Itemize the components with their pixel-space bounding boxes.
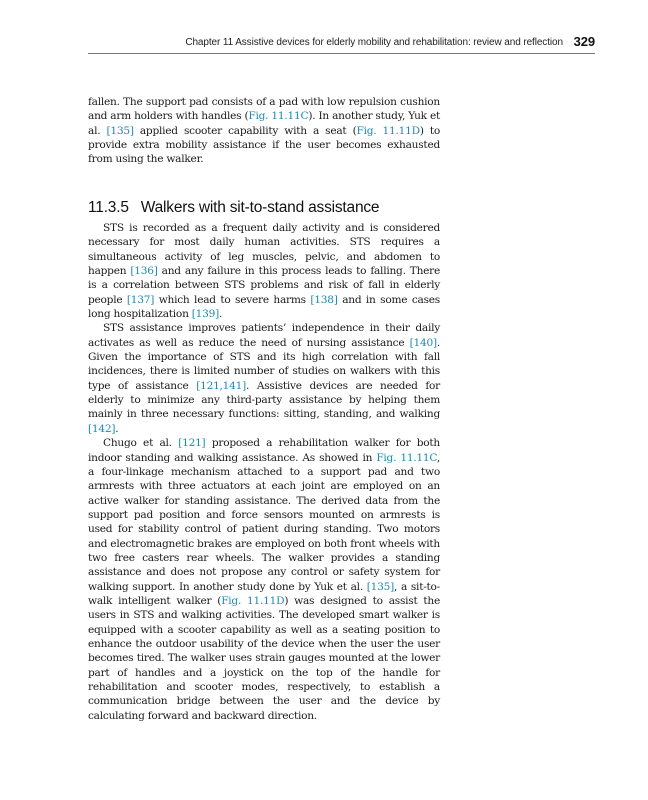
running-header — [88, 33, 595, 48]
reference-link[interactable]: [140] — [409, 336, 437, 349]
reference-link[interactable]: [135] — [106, 124, 134, 137]
chapter-title: Chapter 11 Assistive devices for elderly mobility and rehabilitation: review and reflection — [185, 37, 563, 48]
text-run: . Assistive devices are needed for elderly to minimize any third-party assistance by helping them mainly in three necessary functions: sitting, standing, and walking — [88, 379, 440, 421]
reference-link[interactable]: [121,141] — [196, 379, 247, 392]
text-run: ) to provide extra mobility assistance if the user becomes exhausted from using the walker. — [88, 124, 440, 166]
text-run: applied scooter capability with a seat ( — [133, 124, 357, 137]
text-run: and in some cases long hospitalization — [88, 293, 440, 321]
section-heading — [88, 199, 488, 217]
text-run: . — [115, 422, 119, 435]
section-title: Walkers with sit-to-stand assistance — [140, 199, 380, 216]
section-number: 11.3.5 — [88, 199, 129, 216]
reference-link[interactable]: Fig. 11.11C — [376, 451, 437, 464]
text-run: . Given the importance of STS and its high correlation with fall incidences, there is limited number of studies on walkers with this type of assistance — [88, 336, 440, 392]
body-paragraph — [88, 321, 440, 436]
reference-link[interactable]: [137] — [126, 293, 155, 306]
reference-link[interactable]: Fig. 11.11D — [356, 124, 420, 137]
reference-link[interactable]: Fig. 11.11C — [248, 110, 309, 123]
reference-link[interactable]: [139] — [191, 308, 220, 321]
body-paragraph — [88, 436, 440, 723]
text-run: proposed a rehabilitation walker for both indoor standing and walking assistance. As showed in — [88, 437, 440, 464]
text-run: which lead to severe harms — [154, 293, 311, 306]
text-run: fallen. The support pad consists of a pad with low repulsion cushion and arm holders with handles ( — [88, 96, 440, 123]
body-paragraph — [88, 221, 440, 321]
reference-link[interactable]: [136] — [130, 265, 158, 278]
text-run: . — [219, 308, 223, 321]
reference-link[interactable]: Fig. 11.11D — [221, 594, 285, 607]
continued-text — [88, 95, 440, 167]
text-run: ). In another study, Yuk et al. — [88, 110, 440, 137]
text-run: and any failure in this process leads to falling. There is a correlation between STS problems and risk of fall in elderly people — [88, 265, 440, 306]
reference-link[interactable]: [135] — [366, 580, 395, 593]
text-run: STS is recorded as a frequent daily activity and is considered necessary for most daily human activities. STS requires a simultaneous activity of leg muscles, pelvic, and abdomen to happen — [88, 222, 440, 278]
reference-link[interactable]: [121] — [178, 437, 206, 450]
reference-link[interactable]: [138] — [310, 293, 338, 306]
reference-link[interactable]: [142] — [88, 422, 116, 435]
page-number: 329 — [573, 34, 595, 49]
text-run: , a four-linkage mechanism attached to a support pad and two armrests with three actuators at each joint are employed on an active walker for standing assistance. The derived data from the support pad position and force sensors mounted on armrests is used for stability control of patient during standing. Two motors and electromagnetic brakes are employed on both front wheels with two free casters rear wheels. The walker provides a standing assistance and does not propose any control or safety system for walking support. In another study done by Yuk et al. — [88, 451, 441, 593]
section-body — [88, 221, 440, 723]
text-run: Chugo et al. — [103, 437, 179, 450]
text-run: STS assistance improves patients’ independence in their daily activates as well as reduce the need of nursing assistance — [88, 322, 440, 349]
body-paragraph — [88, 95, 440, 167]
text-run: ) was designed to assist the users in STS and walking activities. The developed smart walker is equipped with a scooter capability as well as a seating position to enhance the outdoor usability of the device when the user the user becomes tired. The walker uses strain gauges mounted at the lower part of handles and a joystick on the top of the handle for rehabilitation and scooter modes, respectively, to establish a communication bridge between the user and the device by calculating forward and backward direction. — [88, 594, 441, 722]
text-run: , a sit-to-walk intelligent walker ( — [88, 580, 441, 607]
header-rule — [88, 53, 595, 54]
